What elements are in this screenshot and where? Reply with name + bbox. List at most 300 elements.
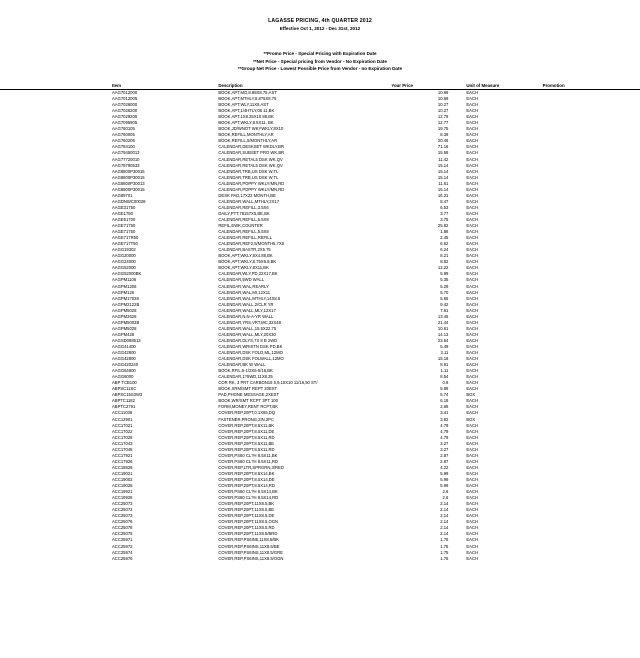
cell-price: 14.13	[437, 331, 449, 337]
column-header-item: Item	[0, 83, 218, 90]
cell-price: 11.61	[438, 180, 449, 186]
cell-description: COVER,REP,PS6INS,11X8.5/GRE	[218, 549, 283, 555]
note-group-net-price: **Group Net Price - Lowest Possible Price from Vendor - no Expiration Date	[237, 66, 403, 71]
cell-price: 5.65	[440, 295, 449, 301]
cell-price: 2.87	[440, 458, 449, 464]
cell-item: ACC19921	[112, 489, 133, 495]
cell-item: AAGE31750	[112, 204, 136, 210]
cell-price: 8.54	[440, 374, 449, 380]
cell-uom: EACH	[466, 386, 478, 392]
cell-uom: EACH	[466, 434, 478, 440]
cell-item: AAG8800P30015	[112, 186, 145, 192]
cell-description: COVER,REP,PS6IN5,11X8.5/BK	[218, 537, 279, 543]
cell-description: CALENDAR,RETAL5 DSK WK,QV	[218, 156, 283, 162]
cell-item: AAG784100	[112, 144, 135, 150]
cell-uom: EACH	[466, 543, 478, 549]
cell-item: ACC17022	[112, 428, 133, 434]
cell-description: COVER,REP,PS6INS,11X8.5/BE	[218, 543, 280, 549]
cell-uom: EACH	[466, 186, 478, 192]
cell-description: BOOK,APT,MO,8.88X8.75,AST	[218, 90, 277, 95]
cell-item: ACC25075	[112, 531, 133, 537]
cell-item: AAGG42800	[112, 356, 136, 362]
cell-item: ABPTC2791	[112, 404, 136, 410]
cell-item: AAGPM2122B	[112, 301, 140, 307]
cell-price: 12.77	[437, 120, 449, 126]
cell-price: 25.82	[437, 223, 449, 229]
cell-price: 1.75	[440, 543, 449, 549]
cell-item: ABP TCB100	[112, 380, 137, 386]
cell-description: CALENDAR,REFILL,5.5X8	[218, 216, 269, 222]
cell-price: 3.82	[440, 416, 449, 422]
cell-item: AAG760206	[112, 138, 135, 144]
cell-price: 20.46	[437, 138, 449, 144]
page-title: LAGASSE PRICING, 4th QUARTER 2012	[268, 18, 372, 24]
cell-price: 3.27	[440, 440, 449, 446]
cell-price: 2.6	[442, 489, 449, 495]
cell-description: CALENDAR,5WD WALL	[218, 277, 265, 283]
cell-uom: EACH	[466, 132, 478, 138]
cell-uom: EACH	[466, 489, 478, 495]
cell-item: AAG8800P30013	[112, 180, 145, 186]
cell-description: PAD,PHONE MESSAGE,2XEST	[218, 392, 280, 398]
cell-description: CALENDAR,REFILL,5.5X8	[218, 229, 269, 235]
cell-price: 12.22	[437, 265, 449, 271]
table-row	[0, 556, 640, 562]
cell-price: 5.99	[440, 477, 449, 482]
cell-item: AAG8800P30015	[112, 174, 145, 180]
cell-item: ACC19021	[112, 470, 133, 476]
cell-price: 2.14	[440, 507, 449, 513]
cell-description: BOOK,APT,MTHLY,8.8?5X8.75	[218, 96, 277, 102]
cell-price: 7.61	[440, 307, 449, 313]
cell-description: CALENDAR,DSK FOLD,ML,12MO	[218, 350, 283, 356]
cell-price: 5.35	[440, 277, 449, 283]
cell-item: AAGE71750	[112, 223, 136, 229]
cell-price: 3.41	[440, 410, 449, 416]
cell-description: COVER,REP,20PT,8.5X11,RD	[218, 434, 275, 440]
cell-uom: EACH	[466, 289, 478, 295]
cell-uom: EACH	[466, 144, 478, 150]
cell-item: AAG89701	[112, 192, 133, 198]
cell-item: AAGPM5002B	[112, 319, 140, 325]
cell-uom: EACH	[466, 271, 478, 277]
cell-uom: BOX	[466, 416, 476, 422]
cell-price: 1.75	[440, 537, 449, 543]
cell-uom: EACH	[466, 247, 478, 253]
cell-price: 15.14	[437, 174, 449, 180]
column-header-price: Your Price	[391, 83, 458, 90]
cell-item: AAGPM126	[112, 289, 135, 295]
cell-item: ACC17926	[112, 458, 133, 464]
cell-uom: EACH	[466, 138, 478, 144]
cell-price: 5.74	[440, 392, 449, 398]
cell-item: ACC17048	[112, 446, 133, 452]
cell-item: AAGPM1206	[112, 283, 137, 289]
cell-price: 15.14	[437, 186, 449, 192]
cell-uom: EACH	[466, 350, 478, 356]
cell-description: COVER,PS60 CL?H 8.5X14,RD	[218, 495, 279, 501]
cell-item: AAGE71750	[112, 229, 136, 235]
cell-description: COVER,REP,20PT,11X8.5,RD	[218, 525, 275, 531]
cell-uom: EACH	[466, 507, 478, 513]
cell-uom: EACH	[466, 120, 478, 126]
cell-description: CALENDAR,WAL,REARLY	[218, 283, 269, 289]
column-header-uom: Unit of Measure	[458, 83, 542, 90]
cell-price: 2.14	[440, 513, 449, 519]
cell-uom: EACH	[466, 440, 478, 446]
cell-description: COVER,REP,20PT,11X8.5,BK	[218, 501, 275, 507]
cell-uom: EACH	[466, 307, 478, 313]
cell-description: CALENDAR,DSK FOLWALL,12MO	[218, 356, 284, 362]
cell-item: AAG79790533	[112, 162, 140, 168]
cell-uom: EACH	[466, 380, 478, 386]
cell-item: AAG7026200	[112, 108, 138, 114]
cell-price: 6.62	[440, 241, 449, 247]
cell-uom: EACH	[466, 235, 478, 241]
cell-description: BOOK,REFILL,5/MONTHLY,AR	[218, 138, 278, 144]
cell-description: CALENDAR,1?5WD,11X8.25	[218, 374, 273, 380]
pricing-notes	[0, 50, 640, 73]
cell-description: COVER,REP,20PT,8.5X14,BK	[218, 470, 275, 476]
cell-item: ACC25972	[112, 543, 133, 549]
cell-uom: EACH	[466, 126, 478, 132]
cell-uom: EACH	[466, 156, 478, 162]
cell-item: AAGG41400	[112, 343, 136, 349]
cell-uom: EACH	[466, 241, 478, 247]
note-promo-price: **Promo Price - Special Pricing with Expiration Date	[263, 51, 377, 56]
cell-price: 19.75	[437, 126, 449, 132]
cell-description: CALENDAR,DESKSET WKDLY,BR	[218, 144, 284, 150]
cell-uom: EACH	[466, 108, 478, 114]
cell-price: 10.27	[437, 108, 449, 114]
cell-item: ACC17028	[112, 434, 133, 440]
cell-uom: EACH	[466, 301, 478, 307]
cell-price: 2.14	[440, 525, 449, 531]
cell-description: CALENDAR,REFILL,REFILL	[218, 235, 272, 241]
cell-price: 15.58	[437, 150, 449, 156]
cell-price: 3.77	[440, 210, 449, 216]
cell-description: CALENDAR,DLYS,7X 8 B 2WD	[218, 337, 278, 343]
cell-item: AAG760005	[112, 132, 135, 138]
cell-item: AAGG19302	[112, 247, 136, 253]
cell-price: 9.42	[440, 301, 449, 307]
cell-uom: EACH	[466, 458, 478, 464]
cell-item: ABPSC15S3W3	[112, 392, 143, 398]
cell-description: BOOK,RFIL,5-1/2X6-5/16,BK	[218, 368, 273, 374]
cell-uom: EACH	[466, 319, 478, 325]
cell-item: AAG7029205	[112, 114, 138, 120]
cell-item: AAGG52000	[112, 265, 136, 271]
cell-price: 2.14	[440, 531, 449, 537]
cell-uom: EACH	[466, 204, 478, 210]
cell-uom: EACH	[466, 513, 478, 519]
cell-description: CALENDAR,WALL,MTHLY,2X17	[218, 198, 280, 204]
cell-item: ACC11036	[112, 410, 133, 416]
cell-item: ACC19002	[112, 477, 133, 482]
cell-price: 6.53	[440, 204, 449, 210]
cell-uom: EACH	[466, 96, 478, 102]
cell-price: 4.79	[440, 422, 449, 428]
cell-price: 21.44	[437, 319, 449, 325]
cell-uom: EACH	[466, 343, 478, 349]
cell-price: 2.14	[440, 501, 449, 507]
cell-uom: EACH	[466, 404, 478, 410]
cell-item: AAGG20000	[112, 253, 136, 259]
cell-uom: EACH	[466, 90, 478, 95]
cell-uom: EACH	[466, 483, 478, 489]
cell-description: BOOK,APT,1X8.25X10.88,BK	[218, 114, 274, 120]
cell-description: CALENDAR,REFILL,3.5X6	[218, 204, 269, 210]
cell-uom: EACH	[466, 555, 478, 561]
document-page	[0, 18, 640, 658]
cell-price: 23.64	[437, 337, 449, 343]
cell-item: ACC25073	[112, 501, 133, 507]
cell-price: 1.75	[440, 549, 449, 555]
cell-description: COVER,REP,20PT,8.5X11,DE	[218, 428, 275, 434]
cell-item: AAGG6000	[112, 374, 134, 380]
cell-description: COVER,REP,20PT,8.5X11,BK	[218, 422, 275, 428]
document-header	[0, 18, 640, 32]
cell-price: 10.69	[437, 96, 449, 102]
table-header-row	[0, 83, 640, 90]
cell-price: 5.89	[440, 386, 449, 392]
cell-description: COVER,PS60 CL?H 8.5X11,BK	[218, 452, 278, 458]
cell-uom: EACH	[466, 295, 478, 301]
cell-uom: EACH	[466, 495, 478, 501]
cell-uom: EACH	[466, 537, 478, 543]
cell-item: ACC17921	[112, 452, 133, 458]
cell-price: 8.47	[440, 198, 449, 204]
cell-description: COVER,REP,20PT,8.5X11,BE	[218, 440, 275, 446]
cell-description: CALENDAR,RETAL5 DSK WK,QV	[218, 162, 283, 168]
cell-uom: EACH	[466, 216, 478, 222]
cell-description: CALENDAR,TRB,US DSK W,TL	[218, 168, 279, 174]
cell-item: ACC17021	[112, 422, 133, 428]
pricing-table	[0, 83, 640, 562]
cell-uom: EACH	[466, 259, 478, 265]
cell-item: ACC25974	[112, 549, 133, 555]
cell-description: DAILY,PTT,78157X5,BE,BK	[218, 210, 270, 216]
cell-uom: EACH	[466, 229, 478, 235]
cell-description: CALENDAR,WAL,MI,12X11	[218, 289, 271, 295]
cell-description: COVER,REP,20PT,0.1X65,DQ	[218, 410, 276, 416]
cell-item: ACC17043	[112, 440, 133, 446]
cell-description: CALENDAR,WALL,15.5X22.75	[218, 325, 277, 331]
cell-description: BOOK,REFILL,MONTHLY,AR	[218, 132, 274, 138]
cell-item: AAGPM428	[112, 331, 135, 337]
cell-item: AAG77720010	[112, 156, 140, 162]
cell-uom: EACH	[466, 337, 478, 343]
cell-price: 2.45	[440, 235, 449, 241]
cell-description: COVER,REP,20PT,8.5X14,RD	[218, 483, 275, 489]
cell-item: AAG7095905	[112, 120, 138, 126]
cell-promotion	[543, 556, 640, 562]
cell-item: AAGPM5028	[112, 325, 137, 331]
cell-description: CALENDAR,YRS,VRT,MC,32X48	[218, 319, 281, 325]
cell-uom: EACH	[466, 253, 478, 259]
cell-item: ACC19028	[112, 483, 133, 489]
cell-description: COVER,REP,LTR,SPRGRN,3/RED	[218, 464, 284, 470]
cell-price: 16.21	[437, 192, 449, 198]
cell-item: AAGG52000BK	[112, 271, 142, 277]
cell-uom: EACH	[466, 192, 478, 198]
cell-item: AAG7012000	[112, 90, 138, 95]
cell-price: 8.39	[440, 132, 449, 138]
cell-uom: EACH	[466, 331, 478, 337]
cell-uom: EACH	[466, 168, 478, 174]
cell-description: DESK PAD,17X22 MONTH,BE	[218, 192, 276, 198]
cell-item: AAGE1780	[112, 210, 133, 216]
cell-price: 5.99	[440, 271, 449, 277]
cell-uom: EACH	[466, 374, 478, 380]
cell-description: BOOK,APT,WLY,11X9,AST	[218, 102, 269, 108]
cell-item: ACC19928	[112, 495, 133, 501]
cell-item: ACC25072	[112, 507, 133, 513]
cell-item: ACC12901	[112, 416, 133, 422]
cell-description: COVER,PS60 CL?H 8.5X11,RD	[218, 458, 278, 464]
cell-description: CALENDAR,POPPY WKLY/MN,RD	[218, 180, 285, 186]
cell-description: BOOK,APT,WKLY,8X11,BK	[218, 265, 269, 271]
cell-description: CALENDAR,N.N-A-YR WALL	[218, 313, 274, 319]
cell-price: 8.21	[440, 253, 449, 259]
cell-item: ACC25078	[112, 525, 133, 531]
cell-description: CALENDAR,REF2,5/MONTH5,7X8	[218, 241, 284, 247]
cell-description: BOOK,JD/WNOT WKYWKLY,8X10	[218, 126, 284, 132]
cell-item: AAGG42800	[112, 350, 136, 356]
cell-price: 4.79	[440, 428, 449, 434]
cell-description: COVER,REP,20PT,11X8.5,BE	[218, 507, 275, 513]
cell-price: 0.8	[442, 380, 449, 386]
cell-item: ACC25073	[112, 513, 133, 519]
cell-price: 5.49	[440, 343, 449, 349]
cell-uom: EACH	[466, 102, 478, 108]
cell-description: CALENDAR,WALL,MLY,12X17	[218, 307, 276, 313]
cell-price: 10.27	[437, 102, 449, 108]
cell-item: ACC18828	[112, 464, 133, 470]
cell-uom: EACH	[466, 470, 478, 476]
cell-price: 3.11	[440, 350, 449, 356]
column-header-promotion: Promotion	[543, 83, 640, 90]
cell-description: CALENDAR,WLY,PD,22X17,BK	[218, 271, 278, 277]
cell-price: 13.45	[437, 313, 449, 319]
cell-item: AAG8800P30015	[112, 168, 145, 174]
cell-description: COVER,REP,20PT,11X8.5/BRD	[218, 531, 278, 537]
cell-price: 12.79	[437, 114, 449, 120]
cell-item: AAGG24000	[112, 259, 136, 265]
cell-item: AAGE717R50	[112, 235, 139, 241]
cell-price: 4.79	[440, 434, 449, 440]
cell-uom: EACH	[466, 277, 478, 283]
cell-price: 1.11	[440, 368, 449, 374]
cell-uom: EACH	[466, 452, 478, 458]
cell-description: CALENDAR,BASTR,2X5.75	[218, 247, 271, 253]
page-subtitle: Effective Oct 1, 2012 - Dec 31st, 2012	[279, 26, 361, 31]
cell-price: 15.14	[437, 162, 449, 168]
cell-uom: EACH	[466, 428, 478, 434]
cell-item: AAG7026000	[112, 102, 138, 108]
cell-description: BOOK,APT,1/4HTLY,08 11,BK	[218, 108, 275, 114]
cell-uom: EACH	[466, 477, 478, 482]
cell-price: 2.87	[440, 452, 449, 458]
column-header-description: Description	[218, 83, 391, 90]
cell-item: ACC25076	[112, 519, 133, 525]
cell-item: AAG79450013	[112, 150, 140, 156]
table-body	[0, 90, 640, 562]
cell-uom: EACH	[466, 283, 478, 289]
cell-price: 5.99	[440, 483, 449, 489]
cell-description: CALENDAR,POPPY WKLY/MN,RD	[218, 186, 285, 192]
cell-price: 8.91	[440, 362, 449, 368]
cell-uom: EACH	[466, 210, 478, 216]
cell-description: BOOK,WR/SMT RCPT 3PT 100	[218, 398, 278, 404]
cell-uom: EACH	[466, 162, 478, 168]
cell-item: AAGPM17028	[112, 295, 139, 301]
cell-description: CALENDAR,WALL,2/CLR YR	[218, 301, 274, 307]
cell-price: 1.86	[440, 229, 449, 235]
cell-description: CALENDAR,TRB,US DSK W,TL	[218, 174, 279, 180]
cell-uom: EACH	[466, 398, 478, 404]
cell-price: 6.18	[440, 398, 449, 404]
cell-item: AAGPM1106	[112, 277, 137, 283]
cell-description: COVER,REP,20PT,8.5X14,DE	[218, 477, 275, 482]
cell-uom: EACH	[466, 422, 478, 428]
cell-uom: EACH	[466, 446, 478, 452]
cell-price: 10.69	[437, 90, 449, 95]
cell-price: 2.6	[442, 495, 449, 501]
cell-description: CALENDAR,WRISTN DSK PD,BK	[218, 343, 283, 349]
cell-price: 8.82	[440, 259, 449, 265]
cell-uom: EACH	[466, 549, 478, 555]
cell-price: 5.70	[440, 289, 449, 295]
cell-description: COVER,PS60 CL?H 8.5X14,BK	[218, 489, 278, 495]
cell-price: 6.24	[440, 247, 449, 253]
cell-price: 3.27	[440, 446, 449, 452]
cell-price: 5.29	[440, 283, 449, 289]
cell-item: ABPSC11SC	[112, 386, 137, 392]
cell-uom: EACH	[466, 114, 478, 120]
cell-description: CALENDAR,WAL,MTHLY,14X8.5	[218, 295, 281, 301]
cell-price: 1.75	[440, 555, 449, 561]
cell-item: AAGE51700	[112, 216, 136, 222]
cell-price: 15.14	[437, 168, 449, 174]
cell-uom: EACH	[466, 198, 478, 204]
cell-description: COVER,REP,20PT,11X8.5,DE	[218, 513, 275, 519]
cell-description: FORM,MONEY,RENT RCPT,BK	[218, 404, 279, 410]
cell-uom: EACH	[466, 356, 478, 362]
cell-item: AAGDNWC00028	[112, 198, 146, 204]
cell-description: COVER,REP,20PT,11X8.5,OGN	[218, 519, 279, 525]
cell-uom: EACH	[466, 410, 478, 416]
cell-item: AAGSD088513	[112, 337, 141, 343]
cell-description: REFIL,EWK,COUNTER	[218, 223, 263, 229]
cell-item: AAG7012005	[112, 96, 138, 102]
cell-price: 2.69	[440, 404, 449, 410]
cell-price: 4.22	[440, 464, 449, 470]
cell-price: 11.42	[438, 156, 449, 162]
cell-description: BOOK,APT,WKLY,8.5X11, BK	[218, 120, 274, 126]
cell-item: ACC25971	[112, 537, 133, 543]
cell-description: BOOK,APT,WKLY,8X4.88,BK	[218, 253, 273, 259]
cell-uom: EACH	[466, 150, 478, 156]
cell-description: CALENDAR,BK W WALL	[218, 362, 266, 368]
cell-item: AAGG64800	[112, 368, 136, 374]
cell-description: COVER,REP,20PT,8.5X11,RD	[218, 446, 275, 452]
cell-uom: EACH	[466, 525, 478, 531]
cell-uom: EACH	[466, 519, 478, 525]
cell-description: FASTENER,PRONG,2IN,2PC	[218, 416, 274, 422]
cell-uom: EACH	[466, 368, 478, 374]
cell-item: ABPTC1182	[112, 398, 135, 404]
